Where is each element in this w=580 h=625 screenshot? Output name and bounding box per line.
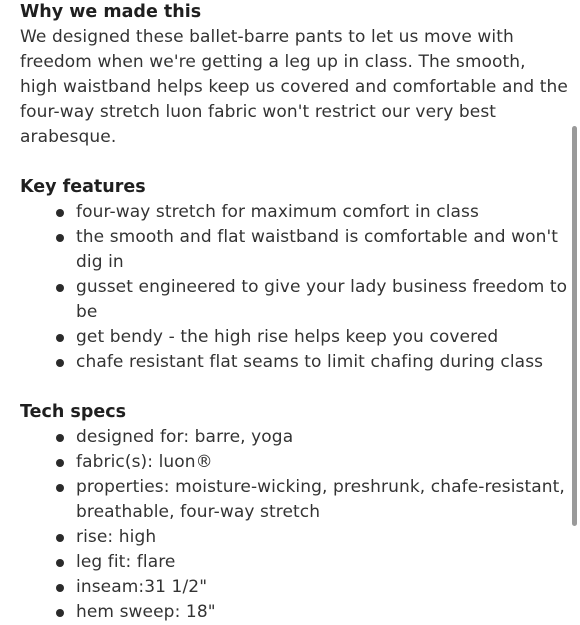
list-item <box>20 575 568 600</box>
list-item <box>20 350 568 375</box>
list-item <box>20 275 568 325</box>
list-item-text: get bendy - the high rise helps keep you covered <box>76 327 499 347</box>
bullet-icon <box>56 559 64 567</box>
tech-specs-section <box>20 400 568 625</box>
list-item-text: fabric(s): luon® <box>76 452 213 472</box>
bullet-icon <box>56 609 64 617</box>
list-item-text: the smooth and flat waistband is comfortable and won't dig in <box>76 227 559 272</box>
list-item <box>20 425 568 450</box>
list-item-text: inseam:31 1/2" <box>76 577 208 597</box>
bullet-icon <box>56 434 64 442</box>
product-description <box>20 0 568 625</box>
key-features-list <box>20 200 568 375</box>
bullet-icon <box>56 534 64 542</box>
section-spacer <box>20 375 568 400</box>
key-features-heading: Key features <box>20 177 146 197</box>
why-section <box>20 0 568 150</box>
list-item-text: properties: moisture-wicking, preshrunk, chafe-resistant, breathable, four-way stretch <box>76 477 565 522</box>
list-item-text: chafe resistant flat seams to limit chafing during class <box>76 352 544 372</box>
list-item-text: rise: high <box>76 527 157 547</box>
bullet-icon <box>56 584 64 592</box>
list-item-text: four-way stretch for maximum comfort in class <box>76 202 479 222</box>
list-item <box>20 200 568 225</box>
tech-specs-list <box>20 425 568 625</box>
bullet-icon <box>56 209 64 217</box>
tech-specs-heading: Tech specs <box>20 402 127 422</box>
list-item <box>20 325 568 350</box>
section-spacer <box>20 150 568 175</box>
bullet-icon <box>56 459 64 467</box>
list-item <box>20 475 568 525</box>
bullet-icon <box>56 234 64 242</box>
list-item-text: hem sweep: 18" <box>76 602 216 622</box>
bullet-icon <box>56 359 64 367</box>
bullet-icon <box>56 284 64 292</box>
list-item-text: leg fit: flare <box>76 552 176 572</box>
scrollbar-thumb[interactable] <box>572 126 577 526</box>
list-item <box>20 450 568 475</box>
list-item <box>20 600 568 625</box>
why-heading: Why we made this <box>20 2 202 22</box>
list-item-text: designed for: barre, yoga <box>76 427 294 447</box>
list-item-text: gusset engineered to give your lady business freedom to be <box>76 277 568 322</box>
bullet-icon <box>56 484 64 492</box>
why-body: We designed these ballet-barre pants to let us move with freedom when we're getting a leg up in class. The smooth, high waistband helps keep us covered and comfortable and the four-way stretch luon fabric won't restrict our very best arabesque. <box>20 27 568 147</box>
bullet-icon <box>56 334 64 342</box>
key-features-section <box>20 175 568 375</box>
list-item <box>20 525 568 550</box>
list-item <box>20 225 568 275</box>
list-item <box>20 550 568 575</box>
